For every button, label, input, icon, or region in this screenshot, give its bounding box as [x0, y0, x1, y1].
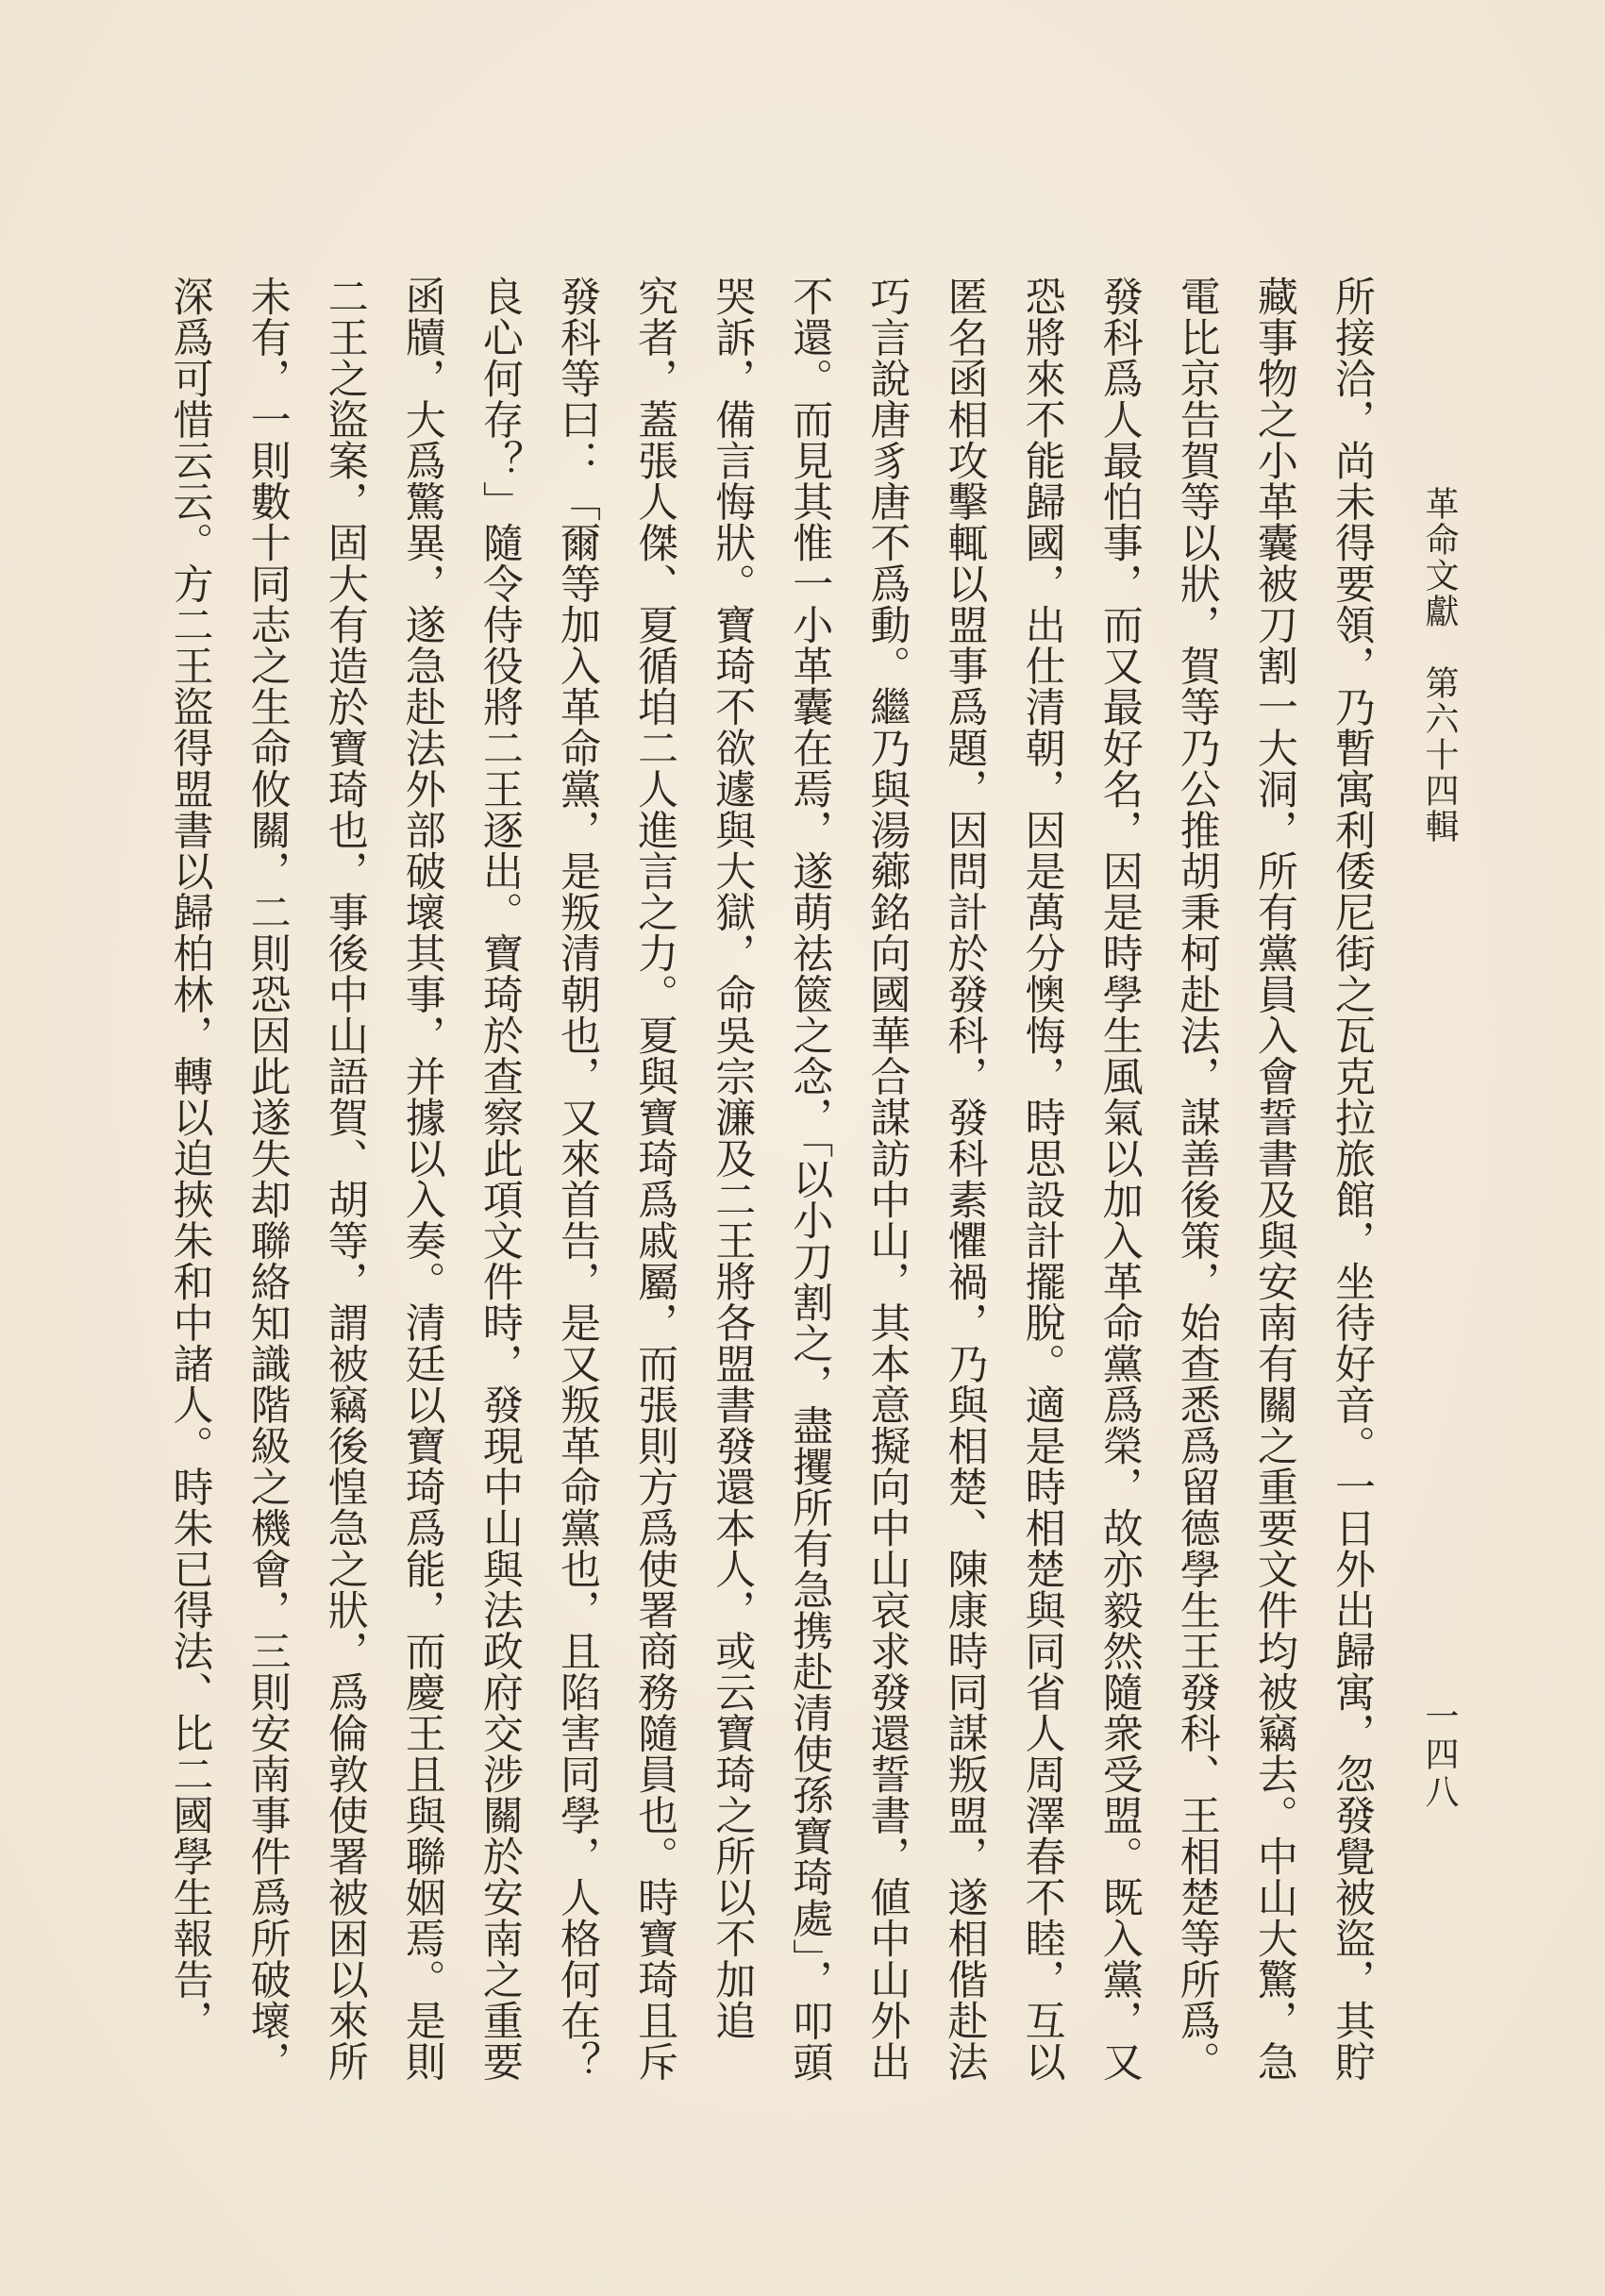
text-column: 電比京告賀等以狀，賀等乃公推胡秉柯赴法，謀善後策，始查悉爲留德學生王發科、王相楚等所爲。: [1173, 276, 1221, 2082]
running-header: 革命文獻 第六十四輯: [1420, 486, 1459, 845]
text-column: 二王之盜案，固大有造於寶琦也，事後中山語賀、胡等，謂被竊後惶急之狀，爲倫敦使署被困以來所: [321, 276, 369, 2082]
text-column: 深爲可惜云云。方二王盜得盟書以歸柏林，轉以迫挾朱和中諸人。時朱已得法、比二國學生報告，: [166, 276, 214, 2041]
page-number: 一四八: [1420, 1699, 1459, 1812]
text-column: 匿名函相攻擊輒以盟事爲題，因問計於發科，發科素懼禍，乃與相楚、陳康時同謀叛盟，遂相偕赴法: [941, 276, 989, 2082]
text-column: 恐將來不能歸國，出仕清朝，因是萬分懊悔，時思設計擺脫。適是時相楚與同省人周澤春不睦，互以: [1018, 276, 1066, 2082]
text-column: 究者，蓋張人傑、夏循垍二人進言之力。夏與寶琦爲戚屬，而張則方爲使署商務隨員也。時寶琦且斥: [631, 276, 679, 2082]
text-column: 哭訴，備言悔狀。寶琦不欲遽與大獄，命吳宗濂及二王將各盟書發還本人，或云寶琦之所以不加追: [709, 276, 757, 2041]
text-column: 藏事物之小革囊被刀割一大洞，所有黨員入會誓書及與安南有關之重要文件均被竊去。中山大驚，急: [1250, 276, 1298, 2082]
text-column: 所接洽，尚未得要領，乃暫寓利倭尼街之瓦克拉旅館，坐待好音。一日外出歸寓，忽發覺被盜，其貯: [1329, 276, 1376, 2082]
text-column: 發科等曰：「爾等加入革命黨，是叛清朝也，又來首告，是又叛革命黨也，且陷害同學，人格何在？: [554, 276, 601, 2082]
text-column: 函牘，大爲驚異，遂急赴法外部破壞其事，并據以入奏。清廷以寶琦爲能，而慶王且與聯姻焉。是則: [398, 276, 446, 2082]
text-column: 不還。而見其惟一小革囊在焉，遂萌祛篋之念，「以小刀割之，盡攫所有急携赴清使孫寶琦處」，叩頭: [786, 276, 834, 2083]
text-column: 未有，一則數十同志之生命攸關，二則恐因此遂失却聯絡知識階級之機會，三則安南事件爲所破壞，: [243, 276, 292, 2082]
text-column: 發科爲人最怕事，而又最好名，因是時學生風氣以加入革命黨爲榮，故亦毅然隨衆受盟。既入黨，又: [1095, 276, 1144, 2082]
text-column: 良心何存？」隨令侍役將二王逐出。寶琦於查察此項文件時，發現中山與法政府交涉關於安南之重要: [476, 276, 524, 2082]
text-column: 巧言說唐豸唐不爲動。繼乃與湯薌銘向國華合謀訪中山，其本意擬向中山哀求發還誓書，値中山外出: [863, 276, 911, 2082]
